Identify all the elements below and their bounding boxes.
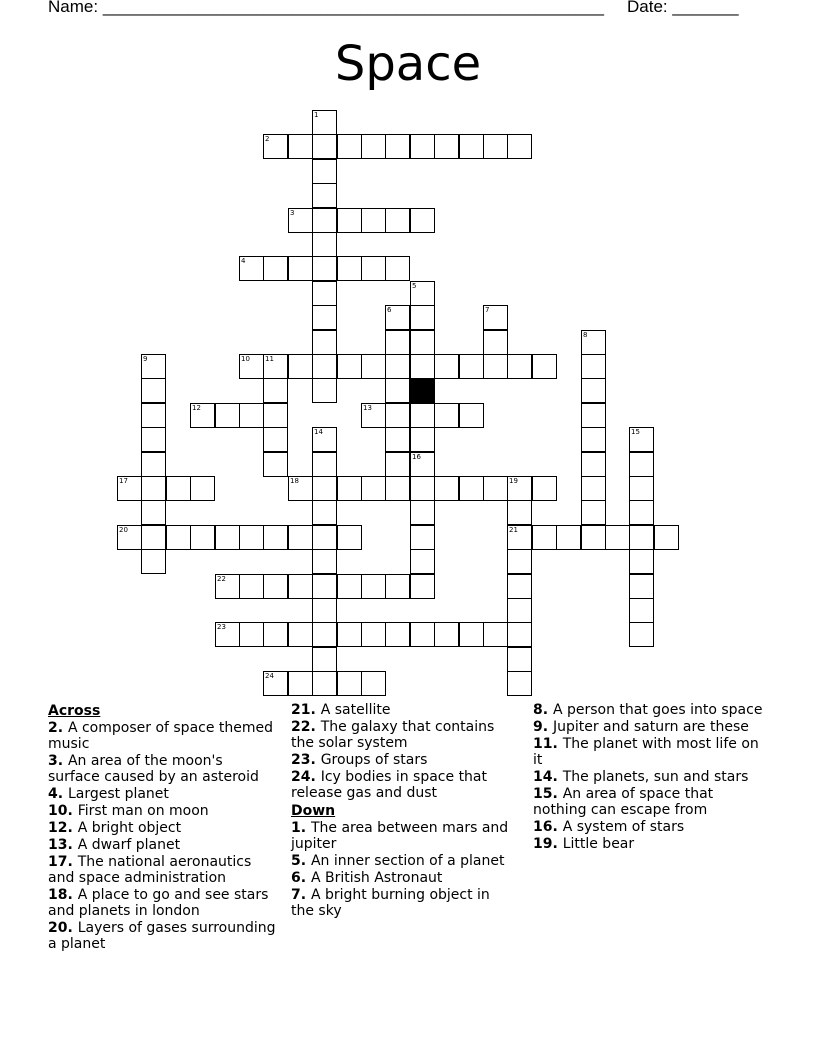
across-clue: 20. Layers of gases surrounding a planet — [48, 920, 276, 952]
crossword-cell[interactable] — [361, 403, 386, 428]
crossword-cell[interactable] — [239, 354, 264, 379]
crossword-cell[interactable] — [581, 403, 606, 428]
across-heading: Across — [48, 703, 101, 719]
clue-text: Layers of gases surrounding a planet — [48, 920, 276, 952]
crossword-cell[interactable] — [239, 256, 264, 281]
clue-number-label: 13 — [48, 837, 68, 853]
crossword-cell[interactable] — [263, 403, 288, 428]
clue-number-label: 1 — [291, 820, 301, 836]
clue-text: Largest planet — [67, 786, 169, 802]
down-clue: 19. Little bear — [533, 836, 635, 852]
crossword-cell[interactable] — [385, 378, 410, 403]
clue-number-label: 4 — [48, 786, 58, 802]
across-clue: 17. The national aeronautics and space administration — [48, 854, 252, 886]
crossword-cell[interactable] — [410, 403, 435, 428]
clue-number-label: 2 — [48, 720, 58, 736]
clue-number-label: 3 — [48, 753, 58, 769]
clue-number: 23 — [217, 623, 226, 631]
name-label: Name: — [48, 0, 99, 16]
clue-text: An area of the moon's surface caused by an asteroid — [48, 753, 259, 785]
crossword-cell[interactable] — [581, 427, 606, 452]
crossword-cell[interactable] — [215, 622, 240, 647]
crossword-cell[interactable] — [385, 330, 410, 355]
across-clue: 18. A place to go and see stars and planets in london — [48, 887, 269, 919]
clue-number-label: 20 — [48, 920, 68, 936]
crossword-cell[interactable] — [337, 354, 362, 379]
crossword-cell[interactable] — [629, 598, 654, 623]
clue-text: A dwarf planet — [77, 837, 181, 853]
crossword-cell[interactable] — [605, 525, 630, 550]
clue-text: A person that goes into space — [552, 702, 763, 718]
crossword-cell[interactable] — [141, 427, 166, 452]
clue-number: 4 — [241, 257, 246, 265]
clue-number: 13 — [363, 404, 372, 412]
crossword-cell[interactable] — [483, 134, 508, 159]
crossword-cell[interactable] — [337, 208, 362, 233]
clue-number-label: 16 — [533, 819, 553, 835]
down-clue: 8. A person that goes into space — [533, 702, 763, 718]
clue-number: 2 — [265, 135, 270, 143]
crossword-cell[interactable] — [434, 134, 459, 159]
crossword-cell[interactable] — [288, 671, 313, 696]
crossword-cell[interactable] — [459, 622, 484, 647]
down-clue: 1. The area between mars and jupiter — [291, 820, 509, 852]
crossword-cell[interactable] — [483, 354, 508, 379]
crossword-cell[interactable] — [556, 525, 581, 550]
across-clue: 3. An area of the moon's surface caused by an asteroid — [48, 753, 259, 785]
crossword-cell[interactable] — [141, 500, 166, 525]
crossword-cell[interactable] — [459, 354, 484, 379]
crossword-cell[interactable] — [312, 256, 337, 281]
crossword-cell[interactable] — [312, 549, 337, 574]
clue-text: A British Astronaut — [310, 870, 443, 886]
across-clue: 10. First man on moon — [48, 803, 209, 819]
clue-number: 7 — [485, 306, 490, 314]
crossword-cell[interactable] — [361, 256, 386, 281]
crossword-cell[interactable] — [312, 330, 337, 355]
crossword-cell[interactable] — [507, 574, 532, 599]
clue-number-label: 24 — [291, 769, 311, 785]
crossword-cell[interactable] — [288, 256, 313, 281]
crossword-cell[interactable] — [312, 598, 337, 623]
clue-text: A composer of space themed music — [48, 720, 274, 752]
down-clue: 11. The planet with most life on it — [533, 736, 759, 768]
crossword-cell[interactable] — [312, 110, 337, 135]
crossword-cell[interactable] — [141, 354, 166, 379]
crossword-cell[interactable] — [361, 574, 386, 599]
across-clue: 13. A dwarf planet — [48, 837, 181, 853]
clue-text: First man on moon — [77, 803, 209, 819]
date-label: Date: — [627, 0, 668, 16]
clue-number: 1 — [314, 111, 319, 119]
crossword-cell[interactable] — [239, 622, 264, 647]
crossword-cell[interactable] — [263, 525, 288, 550]
clue-number: 17 — [119, 477, 128, 485]
crossword-cell[interactable] — [385, 134, 410, 159]
clue-number: 16 — [412, 453, 421, 461]
crossword-cell[interactable] — [215, 403, 240, 428]
crossword-cell[interactable] — [263, 452, 288, 477]
crossword-cell[interactable] — [581, 330, 606, 355]
crossword-cell[interactable] — [410, 378, 435, 403]
crossword-cell[interactable] — [410, 208, 435, 233]
crossword-cell[interactable] — [410, 574, 435, 599]
crossword-cell[interactable] — [654, 525, 679, 550]
crossword-cell[interactable] — [507, 647, 532, 672]
crossword-cell[interactable] — [141, 525, 166, 550]
crossword-cell[interactable] — [361, 622, 386, 647]
clue-text: A bright burning object in the sky — [291, 887, 490, 919]
crossword-cell[interactable] — [629, 549, 654, 574]
clue-text: Jupiter and saturn are these — [552, 719, 749, 735]
crossword-cell[interactable] — [532, 354, 557, 379]
crossword-cell[interactable] — [459, 403, 484, 428]
crossword-cell[interactable] — [141, 452, 166, 477]
crossword-cell[interactable] — [312, 305, 337, 330]
crossword-cell[interactable] — [263, 256, 288, 281]
clue-number: 9 — [143, 355, 148, 363]
crossword-cell[interactable] — [385, 256, 410, 281]
crossword-cell[interactable] — [239, 574, 264, 599]
crossword-cell[interactable] — [483, 622, 508, 647]
crossword-cell[interactable] — [410, 500, 435, 525]
clue-number-label: 8 — [533, 702, 543, 718]
crossword-cell[interactable] — [410, 134, 435, 159]
crossword-cell[interactable] — [581, 378, 606, 403]
crossword-cell[interactable] — [361, 208, 386, 233]
crossword-cell[interactable] — [581, 476, 606, 501]
clue-text: Groups of stars — [320, 752, 428, 768]
crossword-cell[interactable] — [459, 134, 484, 159]
crossword-cell[interactable] — [312, 183, 337, 208]
crossword-cell[interactable] — [410, 281, 435, 306]
crossword-cell[interactable] — [263, 574, 288, 599]
clue-number-label: 12 — [48, 820, 68, 836]
clue-number: 10 — [241, 355, 250, 363]
clue-number-label: 23 — [291, 752, 311, 768]
clue-text: Little bear — [562, 836, 635, 852]
clue-number: 19 — [509, 477, 518, 485]
clue-number-label: 17 — [48, 854, 68, 870]
crossword-cell[interactable] — [385, 476, 410, 501]
crossword-cell[interactable] — [312, 574, 337, 599]
crossword-cell[interactable] — [312, 354, 337, 379]
clue-number-label: 10 — [48, 803, 68, 819]
crossword-cell[interactable] — [410, 305, 435, 330]
crossword-cell[interactable] — [141, 403, 166, 428]
clue-number-label: 15 — [533, 786, 553, 802]
crossword-cell[interactable] — [385, 208, 410, 233]
crossword-cell[interactable] — [459, 476, 484, 501]
crossword-cell[interactable] — [312, 500, 337, 525]
clue-number: 20 — [119, 526, 128, 534]
crossword-cell[interactable] — [507, 476, 532, 501]
date-field[interactable] — [627, 0, 739, 18]
crossword-cell[interactable] — [385, 354, 410, 379]
crossword-cell[interactable] — [117, 525, 142, 550]
crossword-cell[interactable] — [507, 671, 532, 696]
clue-text: A place to go and see stars and planets in london — [48, 887, 269, 919]
clue-text: A bright object — [77, 820, 182, 836]
clue-text: A satellite — [320, 702, 391, 718]
crossword-cell[interactable] — [166, 476, 191, 501]
crossword-cell[interactable] — [507, 354, 532, 379]
page-title: Space — [334, 36, 482, 92]
crossword-cell[interactable] — [141, 549, 166, 574]
crossword-cell[interactable] — [410, 452, 435, 477]
clue-number: 14 — [314, 428, 323, 436]
crossword-cell[interactable] — [312, 525, 337, 550]
clue-text: An area of space that nothing can escape from — [533, 786, 714, 818]
crossword-cell[interactable] — [385, 427, 410, 452]
across-clue: 22. The galaxy that contains the solar system — [291, 719, 495, 751]
clue-number-label: 6 — [291, 870, 301, 886]
clue-text: The area between mars and jupiter — [291, 820, 509, 852]
crossword-cell[interactable] — [434, 354, 459, 379]
crossword-cell[interactable] — [263, 378, 288, 403]
crossword-cell[interactable] — [361, 354, 386, 379]
clue-text: An inner section of a planet — [310, 853, 505, 869]
crossword-cell[interactable] — [288, 622, 313, 647]
across-clue: 21. A satellite — [291, 702, 391, 718]
crossword-cell[interactable] — [288, 476, 313, 501]
crossword-cell[interactable] — [581, 500, 606, 525]
down-clue: 6. A British Astronaut — [291, 870, 443, 886]
crossword-cell[interactable] — [581, 354, 606, 379]
down-clue: 5. An inner section of a planet — [291, 853, 505, 869]
clue-number-label: 18 — [48, 887, 68, 903]
down-clue: 16. A system of stars — [533, 819, 685, 835]
crossword-cell[interactable] — [434, 403, 459, 428]
crossword-cell[interactable] — [215, 574, 240, 599]
crossword-cell[interactable] — [263, 354, 288, 379]
down-clue: 7. A bright burning object in the sky — [291, 887, 490, 919]
crossword-cell[interactable] — [288, 525, 313, 550]
date-line: _______ — [672, 0, 739, 16]
crossword-cell[interactable] — [629, 427, 654, 452]
crossword-cell[interactable] — [312, 208, 337, 233]
clue-number: 8 — [583, 331, 588, 339]
crossword-cell[interactable] — [239, 403, 264, 428]
crossword-cell[interactable] — [337, 671, 362, 696]
clue-text: A system of stars — [562, 819, 685, 835]
crossword-cell[interactable] — [263, 671, 288, 696]
down-clue: 15. An area of space that nothing can escape from — [533, 786, 714, 818]
crossword-cell[interactable] — [507, 500, 532, 525]
crossword-cell[interactable] — [312, 476, 337, 501]
crossword-cell[interactable] — [190, 476, 215, 501]
crossword-cell[interactable] — [288, 354, 313, 379]
across-clue: 24. Icy bodies in space that release gas and dust — [291, 769, 487, 801]
clue-number-label: 21 — [291, 702, 311, 718]
crossword-cell[interactable] — [337, 134, 362, 159]
crossword-cell[interactable] — [507, 549, 532, 574]
clue-text: The planets, sun and stars — [562, 769, 749, 785]
down-clue: 9. Jupiter and saturn are these — [533, 719, 749, 735]
crossword-cell[interactable] — [190, 525, 215, 550]
crossword-cell[interactable] — [507, 622, 532, 647]
crossword-cell[interactable] — [312, 647, 337, 672]
crossword-cell[interactable] — [337, 525, 362, 550]
crossword-cell[interactable] — [581, 525, 606, 550]
crossword-cell[interactable] — [629, 476, 654, 501]
clue-number: 24 — [265, 672, 274, 680]
crossword-cell[interactable] — [629, 622, 654, 647]
name-field[interactable] — [48, 0, 604, 18]
clue-number-label: 11 — [533, 736, 553, 752]
crossword-cell[interactable] — [410, 622, 435, 647]
crossword-cell[interactable] — [288, 208, 313, 233]
crossword-cell[interactable] — [361, 134, 386, 159]
crossword-cell[interactable] — [434, 622, 459, 647]
crossword-cell[interactable] — [312, 281, 337, 306]
crossword-cell[interactable] — [385, 622, 410, 647]
clue-text: The galaxy that contains the solar system — [291, 719, 495, 751]
crossword-cell[interactable] — [507, 134, 532, 159]
clue-number-label: 7 — [291, 887, 301, 903]
crossword-cell[interactable] — [629, 574, 654, 599]
crossword-cell[interactable] — [629, 452, 654, 477]
crossword-cell[interactable] — [434, 476, 459, 501]
crossword-cell[interactable] — [410, 476, 435, 501]
across-clue: 12. A bright object — [48, 820, 182, 836]
clue-number: 22 — [217, 575, 226, 583]
across-clue: 23. Groups of stars — [291, 752, 428, 768]
clue-text: The national aeronautics and space administration — [48, 854, 252, 886]
crossword-cell[interactable] — [532, 525, 557, 550]
clue-number: 12 — [192, 404, 201, 412]
clue-number-label: 14 — [533, 769, 553, 785]
crossword-cell[interactable] — [215, 525, 240, 550]
crossword-cell[interactable] — [629, 525, 654, 550]
clue-number: 18 — [290, 477, 299, 485]
clues-column-3 — [533, 701, 763, 852]
crossword-cell[interactable] — [385, 574, 410, 599]
crossword-cell[interactable] — [288, 134, 313, 159]
crossword-cell[interactable] — [337, 256, 362, 281]
crossword-cell[interactable] — [312, 671, 337, 696]
crossword-cell[interactable] — [312, 134, 337, 159]
clue-number: 5 — [412, 282, 417, 290]
crossword-cell[interactable] — [410, 525, 435, 550]
clues-column-2 — [291, 701, 511, 919]
down-clue: 14. The planets, sun and stars — [533, 769, 749, 785]
clue-text: Icy bodies in space that release gas and dust — [291, 769, 487, 801]
crossword-cell[interactable] — [629, 500, 654, 525]
across-clue: 2. A composer of space themed music — [48, 720, 274, 752]
name-line: _____________________________________________________ — [102, 0, 604, 16]
crossword-cell[interactable] — [581, 452, 606, 477]
crossword-cell[interactable] — [532, 476, 557, 501]
crossword-cell[interactable] — [483, 476, 508, 501]
crossword-cell[interactable] — [337, 622, 362, 647]
crossword-cell[interactable] — [312, 159, 337, 184]
crossword-cell[interactable] — [166, 525, 191, 550]
crossword-cell[interactable] — [507, 598, 532, 623]
crossword-cell[interactable] — [410, 427, 435, 452]
crossword-cell[interactable] — [410, 549, 435, 574]
clue-number: 11 — [265, 355, 274, 363]
crossword-cell[interactable] — [312, 232, 337, 257]
clue-number: 21 — [509, 526, 518, 534]
clues-column-1 — [48, 701, 278, 952]
crossword-cell[interactable] — [337, 574, 362, 599]
crossword-cell[interactable] — [263, 622, 288, 647]
crossword-cell[interactable] — [141, 476, 166, 501]
crossword-cell[interactable] — [190, 403, 215, 428]
crossword-cell[interactable] — [385, 305, 410, 330]
crossword-cell[interactable] — [263, 427, 288, 452]
clue-number: 15 — [631, 428, 640, 436]
crossword-cell[interactable] — [385, 403, 410, 428]
crossword-cell[interactable] — [410, 330, 435, 355]
clue-number-label: 19 — [533, 836, 553, 852]
clue-number: 6 — [387, 306, 392, 314]
crossword-cell[interactable] — [507, 525, 532, 550]
across-clue: 4. Largest planet — [48, 786, 169, 802]
crossword-cell[interactable] — [312, 378, 337, 403]
clue-number-label: 5 — [291, 853, 301, 869]
crossword-cell[interactable] — [410, 354, 435, 379]
crossword-cell[interactable] — [263, 134, 288, 159]
crossword-cell[interactable] — [117, 476, 142, 501]
crossword-cell[interactable] — [483, 330, 508, 355]
crossword-cell[interactable] — [385, 452, 410, 477]
crossword-cell[interactable] — [483, 305, 508, 330]
clue-text: The planet with most life on it — [533, 736, 759, 768]
clue-number-label: 22 — [291, 719, 311, 735]
crossword-cell[interactable] — [288, 574, 313, 599]
crossword-cell[interactable] — [312, 622, 337, 647]
clue-number-label: 9 — [533, 719, 543, 735]
crossword-cell[interactable] — [337, 476, 362, 501]
crossword-cell[interactable] — [239, 525, 264, 550]
crossword-cell[interactable] — [141, 378, 166, 403]
clue-number: 3 — [290, 209, 295, 217]
down-heading: Down — [291, 803, 336, 819]
crossword-cell[interactable] — [312, 427, 337, 452]
crossword-cell[interactable] — [361, 671, 386, 696]
crossword-cell[interactable] — [312, 452, 337, 477]
crossword-cell[interactable] — [361, 476, 386, 501]
